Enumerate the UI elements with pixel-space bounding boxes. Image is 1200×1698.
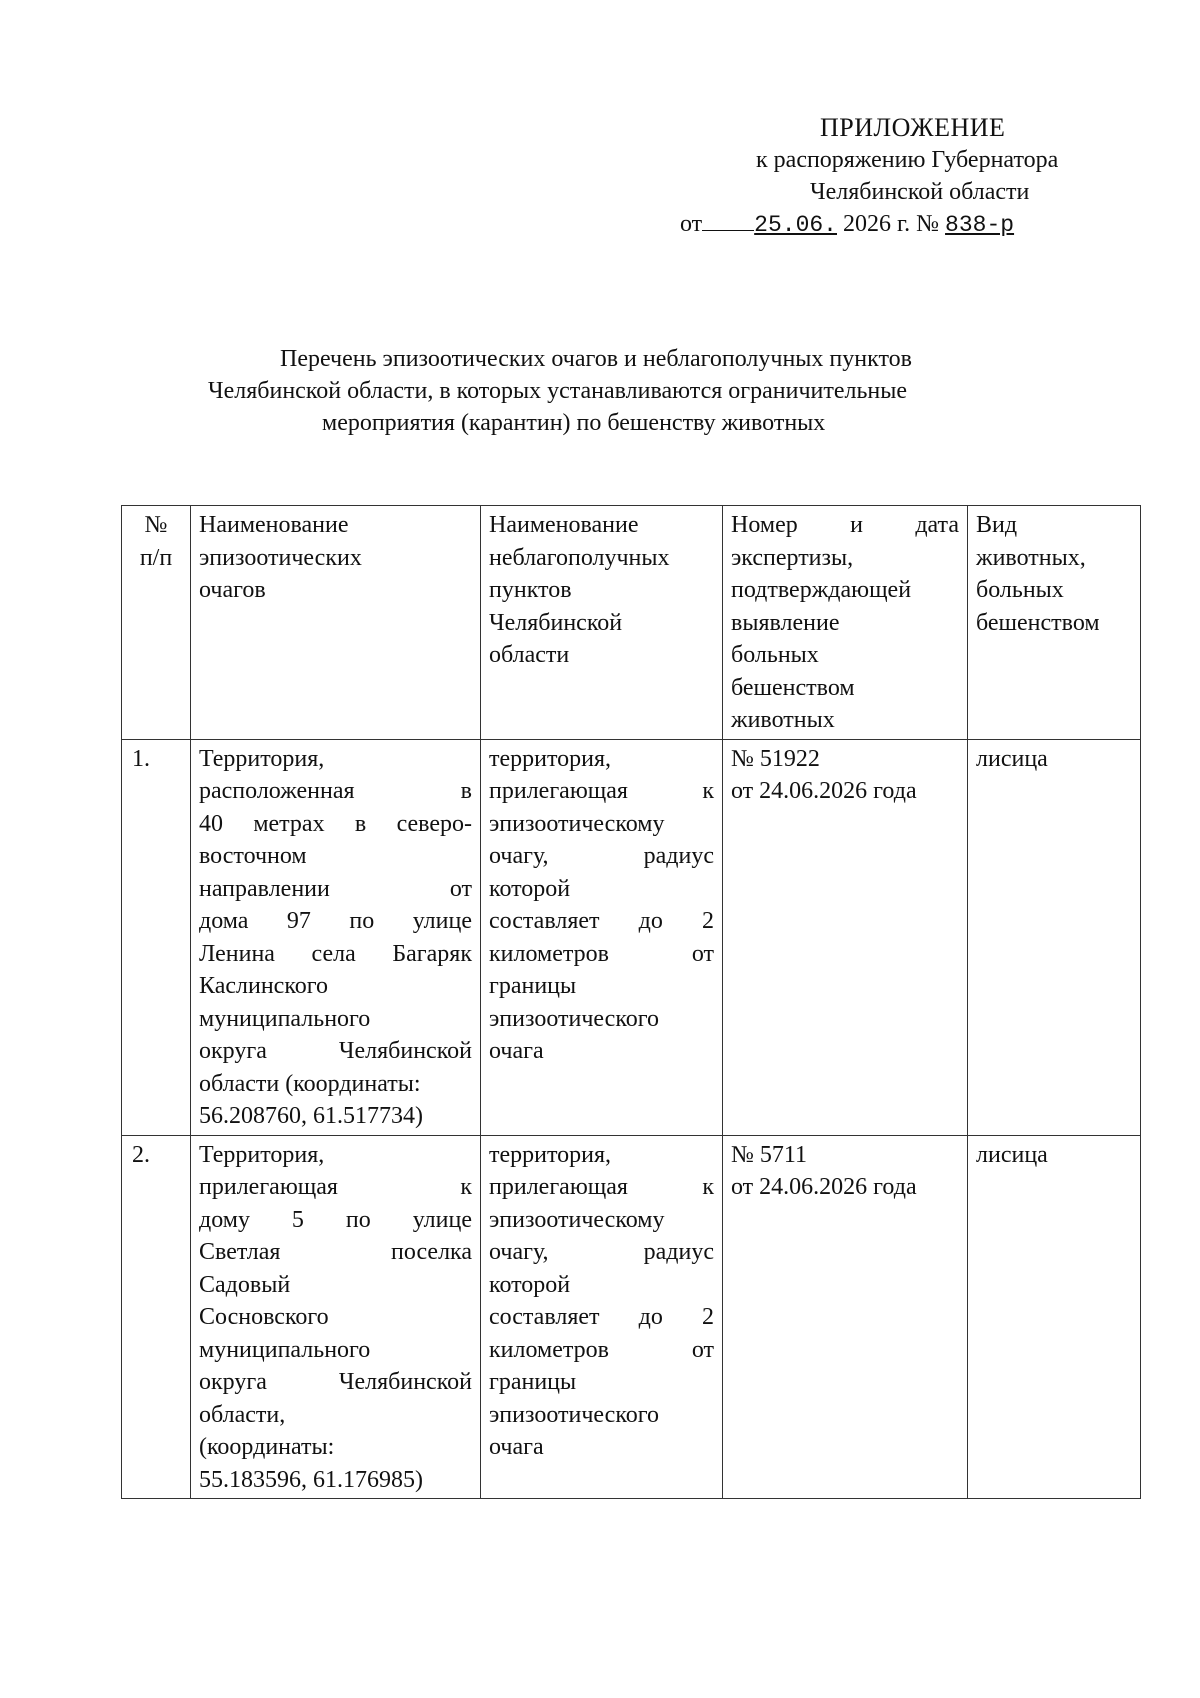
points-line bbox=[489, 1236, 714, 1269]
points-word: от bbox=[691, 940, 714, 967]
header-foci-line: эпизоотических bbox=[199, 544, 362, 571]
expertise-date: от 24.06.2026 года bbox=[731, 1174, 917, 1200]
header-expertise-line: экспертизы, bbox=[731, 544, 854, 571]
points-word: прилегающая bbox=[489, 1174, 628, 1200]
points-line: территория, bbox=[489, 1141, 612, 1168]
foci-line: муниципального bbox=[199, 1336, 371, 1363]
animal-cell: лисица bbox=[968, 1135, 1141, 1499]
foci-line bbox=[199, 873, 472, 906]
foci-line: Сосновского bbox=[199, 1304, 329, 1330]
points-line: территория, bbox=[489, 745, 612, 772]
table-header-row bbox=[122, 506, 1141, 740]
points-line: очага bbox=[489, 1038, 544, 1064]
foci-word: от bbox=[449, 875, 472, 902]
date-prefix: от bbox=[680, 211, 703, 237]
appendix-block bbox=[680, 112, 1120, 241]
foci-line bbox=[199, 1204, 472, 1237]
heading-line-2: Челябинской области, в которых устанавливаются ограничительные bbox=[208, 378, 908, 404]
points-word: к bbox=[702, 778, 714, 804]
points-line bbox=[489, 905, 714, 938]
foci-line bbox=[199, 1366, 472, 1399]
points-line: эпизоотическому bbox=[489, 1206, 665, 1233]
points-line: которой bbox=[489, 875, 571, 902]
document-heading bbox=[190, 343, 1070, 439]
animal-cell: лисица bbox=[968, 739, 1141, 1135]
header-foci-line: очагов bbox=[199, 577, 266, 603]
foci-word: по bbox=[349, 908, 375, 934]
points-word: составляет bbox=[489, 1304, 600, 1330]
heading-line-3: мероприятия (карантин) по бешенству животных bbox=[322, 410, 826, 436]
header-num-line: п/п bbox=[139, 544, 173, 571]
points-word: от bbox=[691, 1336, 714, 1363]
foci-word: в bbox=[354, 810, 367, 837]
row-number-cell: 1. bbox=[122, 739, 191, 1135]
foci-word: по bbox=[345, 1206, 371, 1233]
points-line: границы bbox=[489, 973, 577, 999]
expertise-cell bbox=[723, 1135, 968, 1499]
header-expertise-line: животных bbox=[731, 707, 835, 733]
header-points-line: Челябинской bbox=[489, 609, 623, 636]
heading-line-1: Перечень эпизоотических очагов и неблагополучных пунктов bbox=[280, 346, 912, 372]
foci-line bbox=[199, 1236, 472, 1269]
foci-line bbox=[199, 808, 472, 841]
header-points-line: пунктов bbox=[489, 577, 572, 603]
header-expertise-first-line bbox=[731, 509, 959, 542]
foci-line: области, bbox=[199, 1401, 286, 1428]
points-word: к bbox=[702, 1174, 714, 1200]
points-line bbox=[489, 1301, 714, 1334]
foci-line: 56.208760, 61.517734) bbox=[199, 1103, 423, 1129]
header-points bbox=[481, 506, 723, 740]
foci-word: прилегающая bbox=[199, 1174, 338, 1200]
foci-line: муниципального bbox=[199, 1005, 371, 1032]
points-word: очагу, bbox=[489, 843, 549, 869]
points-line bbox=[489, 775, 714, 808]
expertise-number: № 51922 bbox=[731, 745, 820, 772]
points-word: километров bbox=[489, 940, 609, 967]
foci-line: Территория, bbox=[199, 1141, 325, 1168]
points-word: до bbox=[638, 1304, 663, 1330]
foci-word: поселка bbox=[391, 1239, 472, 1265]
foci-line: (координаты: bbox=[199, 1434, 335, 1460]
header-expertise-word: дата bbox=[915, 512, 959, 538]
points-line: эпизоотического bbox=[489, 1401, 660, 1428]
header-animals-line: Вид bbox=[976, 512, 1018, 538]
points-line: очага bbox=[489, 1434, 544, 1460]
header-foci bbox=[191, 506, 481, 740]
foci-word: дома bbox=[199, 908, 249, 934]
header-points-line: неблагополучных bbox=[489, 544, 670, 571]
expertise-date: от 24.06.2026 года bbox=[731, 778, 917, 804]
foci-word: северо- bbox=[396, 810, 472, 837]
foci-word: округа bbox=[199, 1369, 267, 1395]
foci-word: улице bbox=[412, 908, 472, 934]
appendix-order-reference: к распоряжению Губернатора bbox=[756, 147, 1059, 173]
foci-word: метрах bbox=[253, 810, 325, 837]
appendix-title: ПРИЛОЖЕНИЕ bbox=[820, 113, 1006, 142]
points-word: составляет bbox=[489, 908, 600, 934]
foci-cell bbox=[191, 739, 481, 1135]
points-line bbox=[489, 1171, 714, 1204]
points-word: радиус bbox=[643, 843, 714, 869]
header-animals-line: бешенством bbox=[976, 609, 1100, 636]
foci-word: села bbox=[311, 940, 356, 967]
header-animals-line: животных, bbox=[976, 544, 1086, 571]
header-points-line: области bbox=[489, 642, 570, 668]
foci-line bbox=[199, 1035, 472, 1068]
foci-word: расположенная bbox=[199, 778, 355, 804]
header-expertise-line: бешенством bbox=[731, 674, 855, 701]
foci-cell bbox=[191, 1135, 481, 1499]
year-and-number-label: 2026 г. № bbox=[843, 211, 940, 237]
order-number-value: 838-р bbox=[945, 212, 1015, 238]
date-blank-line bbox=[702, 208, 754, 231]
foci-line bbox=[199, 938, 472, 971]
foci-line bbox=[199, 1171, 472, 1204]
points-line: границы bbox=[489, 1369, 577, 1395]
row-number-cell: 2. bbox=[122, 1135, 191, 1499]
foci-word: дому bbox=[199, 1206, 250, 1233]
foci-word: Челябинской bbox=[338, 1369, 472, 1395]
foci-word: в bbox=[460, 778, 472, 804]
points-line: эпизоотическому bbox=[489, 810, 665, 837]
expertise-number: № 5711 bbox=[731, 1141, 808, 1168]
table-row bbox=[122, 1135, 1141, 1499]
foci-line: Территория, bbox=[199, 745, 325, 772]
header-animals bbox=[968, 506, 1141, 740]
foci-line: области (координаты: bbox=[199, 1070, 421, 1097]
header-expertise-word: и bbox=[850, 512, 863, 538]
expertise-cell bbox=[723, 739, 968, 1135]
foci-word: 5 bbox=[291, 1206, 304, 1233]
foci-word: Багаряк bbox=[392, 940, 472, 967]
table-row bbox=[122, 739, 1141, 1135]
points-line bbox=[489, 840, 714, 873]
points-word: километров bbox=[489, 1336, 609, 1363]
appendix-date-line bbox=[680, 208, 1120, 241]
header-points-line: Наименование bbox=[489, 512, 639, 538]
quarantine-table bbox=[121, 505, 1141, 1499]
points-word: очагу, bbox=[489, 1239, 549, 1265]
header-expertise bbox=[723, 506, 968, 740]
points-cell bbox=[481, 1135, 723, 1499]
foci-word: 97 bbox=[286, 908, 311, 934]
foci-word: Ленина bbox=[199, 940, 275, 967]
points-word: 2 bbox=[701, 1304, 714, 1330]
foci-line: восточном bbox=[199, 843, 307, 869]
header-num-line: № bbox=[144, 512, 168, 538]
points-word: 2 bbox=[701, 908, 714, 934]
foci-line: Каслинского bbox=[199, 973, 328, 999]
foci-word: Челябинской bbox=[338, 1038, 472, 1064]
points-word: прилегающая bbox=[489, 778, 628, 804]
header-expertise-line: больных bbox=[731, 642, 819, 668]
points-line bbox=[489, 1334, 714, 1367]
header-animals-line: больных bbox=[976, 577, 1064, 603]
foci-line: Садовый bbox=[199, 1271, 291, 1298]
foci-line bbox=[199, 775, 472, 808]
foci-word: 40 bbox=[199, 810, 223, 837]
points-word: радиус bbox=[643, 1239, 714, 1265]
foci-word: улице bbox=[412, 1206, 472, 1233]
points-word: до bbox=[638, 908, 663, 934]
foci-word: направлении bbox=[199, 875, 330, 902]
appendix-region: Челябинской области bbox=[810, 179, 1030, 205]
points-line: которой bbox=[489, 1271, 571, 1298]
foci-line: 55.183596, 61.176985) bbox=[199, 1466, 423, 1493]
header-expertise-line: подтверждающей bbox=[731, 577, 912, 603]
date-value: 25.06. bbox=[754, 212, 837, 238]
foci-line bbox=[199, 905, 472, 938]
header-expertise-line: выявление bbox=[731, 609, 840, 636]
header-num bbox=[122, 506, 191, 740]
header-foci-line: Наименование bbox=[199, 512, 349, 538]
foci-word: Светлая bbox=[199, 1239, 281, 1265]
foci-word: к bbox=[460, 1174, 472, 1200]
points-cell bbox=[481, 739, 723, 1135]
points-line bbox=[489, 938, 714, 971]
foci-word: округа bbox=[199, 1038, 267, 1064]
points-line: эпизоотического bbox=[489, 1005, 660, 1032]
header-expertise-word: Номер bbox=[731, 512, 798, 538]
